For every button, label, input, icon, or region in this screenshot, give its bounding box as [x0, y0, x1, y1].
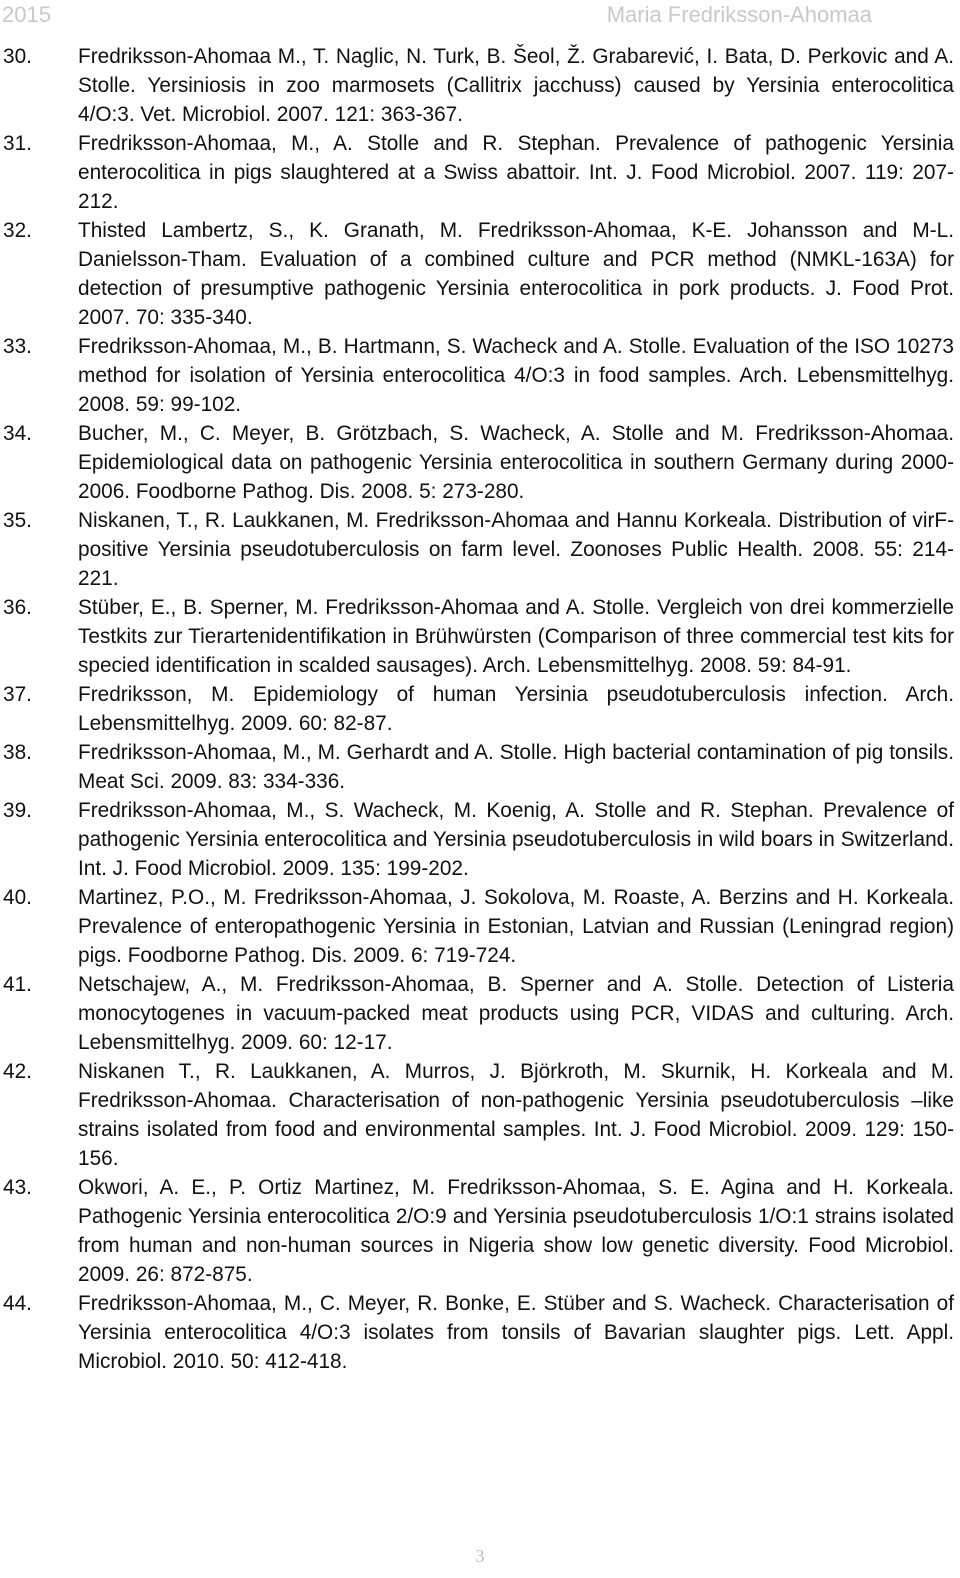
reference-text: Niskanen, T., R. Laukkanen, M. Fredriksson-Ahomaa and Hannu Korkeala. Distribution of virF-positive Yersinia pseudotuberculosis on farm level. Zoonoses Public Health. 2008. 55: 214-221.	[78, 509, 954, 590]
reference-item	[0, 1289, 954, 1376]
reference-item	[0, 129, 954, 216]
header-year: 2015	[2, 2, 51, 27]
reference-text: Martinez, P.O., M. Fredriksson-Ahomaa, J. Sokolova, M. Roaste, A. Berzins and H. Korkeala. Prevalence of enteropathogenic Yersinia in Estonian, Latvian and Russian (Leningrad region) pigs. Foodborne Pathog. Dis. 2009. 6: 719-724.	[78, 886, 954, 967]
reference-number: 38.	[3, 741, 32, 764]
reference-item	[0, 738, 954, 796]
reference-text: Fredriksson-Ahomaa, M., B. Hartmann, S. Wacheck and A. Stolle. Evaluation of the ISO 10273 method for isolation of Yersinia enterocolitica 4/O:3 in food samples. Arch. Lebensmittelhyg. 2008. 59: 99-102.	[78, 335, 954, 416]
reference-number: 36.	[3, 596, 32, 619]
reference-item	[0, 1173, 954, 1289]
reference-number: 34.	[3, 422, 32, 445]
reference-item	[0, 970, 954, 1057]
reference-item	[0, 680, 954, 738]
reference-number: 39.	[3, 799, 32, 822]
reference-number: 44.	[3, 1292, 32, 1315]
reference-list	[0, 42, 954, 1376]
reference-item	[0, 883, 954, 970]
reference-number: 31.	[3, 132, 32, 155]
page-header	[0, 0, 960, 34]
page-number: 3	[475, 1546, 485, 1566]
reference-item	[0, 332, 954, 419]
reference-item	[0, 1057, 954, 1173]
reference-item	[0, 506, 954, 593]
reference-item	[0, 42, 954, 129]
reference-number: 41.	[3, 973, 32, 996]
reference-item	[0, 593, 954, 680]
reference-item	[0, 216, 954, 332]
reference-text: Fredriksson, M. Epidemiology of human Yersinia pseudotuberculosis infection. Arch. Lebensmittelhyg. 2009. 60: 82-87.	[78, 683, 954, 735]
reference-number: 30.	[3, 45, 32, 68]
reference-text: Thisted Lambertz, S., K. Granath, M. Fredriksson-Ahomaa, K-E. Johansson and M-L. Danielsson-Tham. Evaluation of a combined culture and PCR method (NMKL-163A) for detection of presumptive pathogenic Yersinia enterocolitica in pork products. J. Food Prot. 2007. 70: 335-340.	[78, 219, 954, 329]
reference-number: 40.	[3, 886, 32, 909]
reference-number: 33.	[3, 335, 32, 358]
reference-text: Fredriksson-Ahomaa, M., A. Stolle and R. Stephan. Prevalence of pathogenic Yersinia enterocolitica in pigs slaughtered at a Swiss abattoir. Int. J. Food Microbiol. 2007. 119: 207-212.	[78, 132, 954, 213]
reference-text: Fredriksson-Ahomaa, M., M. Gerhardt and A. Stolle. High bacterial contamination of pig tonsils. Meat Sci. 2009. 83: 334-336.	[78, 741, 954, 793]
reference-item	[0, 796, 954, 883]
reference-text: Bucher, M., C. Meyer, B. Grötzbach, S. Wacheck, A. Stolle and M. Fredriksson-Ahomaa. Epidemiological data on pathogenic Yersinia enterocolitica in southern Germany during 2000-2006. Foodborne Pathog. Dis. 2008. 5: 273-280.	[78, 422, 954, 503]
reference-number: 37.	[3, 683, 32, 706]
reference-text: Stüber, E., B. Sperner, M. Fredriksson-Ahomaa and A. Stolle. Vergleich von drei kommerzielle Testkits zur Tierartenidentifikation in Brühwürsten (Comparison of three commercial test kits for specied identification in scalded sausages). Arch. Lebensmittelhyg. 2008. 59: 84-91.	[78, 596, 954, 677]
header-author: Maria Fredriksson-Ahomaa	[606, 2, 872, 27]
reference-text: Fredriksson-Ahomaa M., T. Naglic, N. Turk, B. Šeol, Ž. Grabarević, I. Bata, D. Perkovic and A. Stolle. Yersiniosis in zoo marmosets (Callitrix jacchuss) caused by Yersinia enterocolitica 4/O:3. Vet. Microbiol. 2007. 121: 363-367.	[78, 45, 954, 126]
reference-text: Fredriksson-Ahomaa, M., S. Wacheck, M. Koenig, A. Stolle and R. Stephan. Prevalence of pathogenic Yersinia enterocolitica and Yersinia pseudotuberculosis in wild boars in Switzerland. Int. J. Food Microbiol. 2009. 135: 199-202.	[78, 799, 954, 880]
reference-number: 32.	[3, 219, 32, 242]
reference-text: Netschajew, A., M. Fredriksson-Ahomaa, B. Sperner and A. Stolle. Detection of Listeria monocytogenes in vacuum-packed meat products using PCR, VIDAS and culturing. Arch. Lebensmittelhyg. 2009. 60: 12-17.	[78, 973, 954, 1054]
reference-number: 42.	[3, 1060, 32, 1083]
reference-text: Niskanen T., R. Laukkanen, A. Murros, J. Björkroth, M. Skurnik, H. Korkeala and M. Fredriksson-Ahomaa. Characterisation of non-pathogenic Yersinia pseudotuberculosis –like strains isolated from food and environmental samples. Int. J. Food Microbiol. 2009. 129: 150-156.	[78, 1060, 954, 1170]
reference-text: Okwori, A. E., P. Ortiz Martinez, M. Fredriksson-Ahomaa, S. E. Agina and H. Korkeala. Pathogenic Yersinia enterocolitica 2/O:9 and Yersinia pseudotuberculosis 1/O:1 strains isolated from human and non-human sources in Nigeria show low genetic diversity. Food Microbiol. 2009. 26: 872-875.	[78, 1176, 954, 1286]
reference-text: Fredriksson-Ahomaa, M., C. Meyer, R. Bonke, E. Stüber and S. Wacheck. Characterisation of Yersinia enterocolitica 4/O:3 isolates from tonsils of Bavarian slaughter pigs. Lett. Appl. Microbiol. 2010. 50: 412-418.	[78, 1292, 954, 1373]
reference-number: 43.	[3, 1176, 32, 1199]
reference-number: 35.	[3, 509, 32, 532]
reference-item	[0, 419, 954, 506]
